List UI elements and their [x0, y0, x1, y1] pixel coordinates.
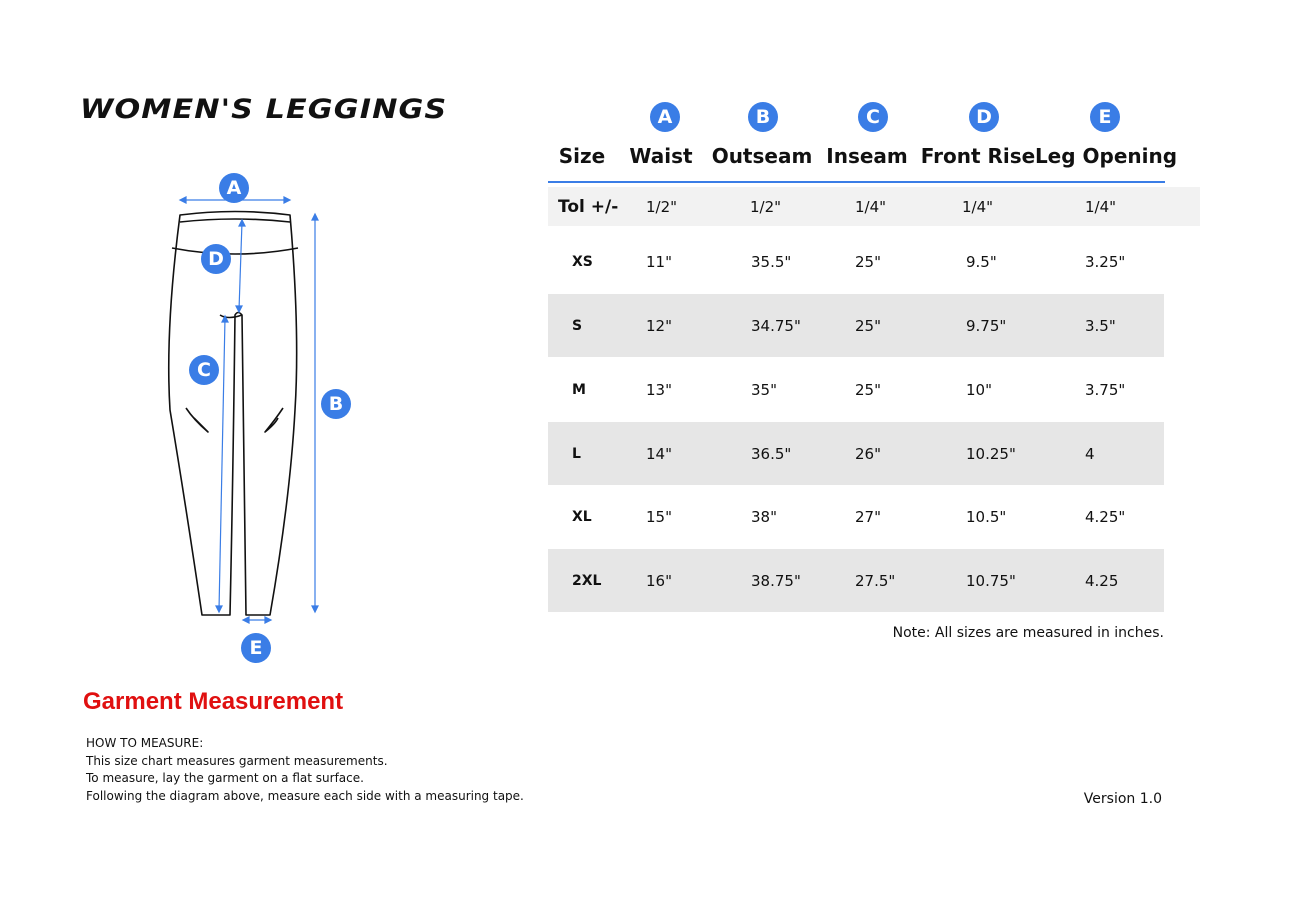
- value-cell: 9.75": [966, 316, 1007, 335]
- value-cell: 1/4": [1085, 197, 1117, 216]
- table-row: [548, 485, 1164, 548]
- value-cell: 14": [646, 444, 672, 463]
- front-rise-badge-icon: D: [969, 102, 999, 132]
- value-cell: 35": [751, 380, 777, 399]
- size-cell: Tol +/-: [558, 196, 619, 217]
- badge-c-icon: C: [189, 355, 219, 385]
- value-cell: 1/2": [646, 197, 678, 216]
- header-divider: [548, 181, 1165, 183]
- table-row: [548, 358, 1164, 421]
- header-inseam: Inseam: [826, 144, 908, 168]
- waist-badge-icon: A: [650, 102, 680, 132]
- value-cell: 38.75": [751, 571, 801, 590]
- size-cell: 2XL: [572, 572, 602, 589]
- size-cell: XS: [572, 253, 593, 270]
- value-cell: 4: [1085, 444, 1095, 463]
- table-row: [548, 422, 1164, 485]
- size-cell: XL: [572, 508, 592, 525]
- value-cell: 10.75": [966, 571, 1016, 590]
- value-cell: 25": [855, 316, 881, 335]
- page-title: WOMEN'S LEGGINGS: [80, 94, 448, 125]
- leggings-diagram: [150, 170, 360, 670]
- value-cell: 25": [855, 380, 881, 399]
- value-cell: 13": [646, 380, 672, 399]
- outseam-badge-icon: B: [748, 102, 778, 132]
- header-outseam: Outseam: [711, 144, 813, 168]
- value-cell: 3.5": [1085, 316, 1116, 335]
- value-cell: 34.75": [751, 316, 801, 335]
- value-cell: 25": [855, 252, 881, 271]
- inseam-badge-icon: C: [858, 102, 888, 132]
- value-cell: 10": [966, 380, 992, 399]
- inches-note: Note: All sizes are measured in inches.: [892, 625, 1164, 641]
- table-row-tolerance: [548, 187, 1200, 226]
- value-cell: 26": [855, 444, 881, 463]
- value-cell: 16": [646, 571, 672, 590]
- size-cell: S: [572, 317, 583, 334]
- value-cell: 27": [855, 507, 881, 526]
- value-cell: 10.25": [966, 444, 1016, 463]
- how-to-measure: [86, 735, 524, 805]
- howto-line: This size chart measures garment measurements.: [86, 753, 388, 768]
- value-cell: 1/4": [962, 197, 994, 216]
- value-cell: 27.5": [855, 571, 896, 590]
- value-cell: 38": [751, 507, 777, 526]
- table-row: [548, 230, 1164, 293]
- leg-opening-badge-icon: E: [1090, 102, 1120, 132]
- table-header-badges: [0, 102, 1300, 134]
- value-cell: 35.5": [751, 252, 792, 271]
- header-size: Size: [558, 144, 606, 168]
- table-row: [548, 294, 1164, 357]
- value-cell: 4.25": [1085, 507, 1126, 526]
- header-waist: Waist: [629, 144, 693, 168]
- howto-line: Following the diagram above, measure each side with a measuring tape.: [86, 788, 524, 803]
- value-cell: 4.25: [1085, 571, 1119, 590]
- value-cell: 15": [646, 507, 672, 526]
- howto-line: HOW TO MEASURE:: [86, 736, 204, 750]
- version-label: Version 1.0: [1083, 791, 1162, 807]
- table-row: [548, 549, 1164, 612]
- value-cell: 36.5": [751, 444, 792, 463]
- value-cell: 1/2": [750, 197, 782, 216]
- value-cell: 9.5": [966, 252, 997, 271]
- value-cell: 12": [646, 316, 672, 335]
- badge-b-icon: B: [321, 389, 351, 419]
- value-cell: 10.5": [966, 507, 1007, 526]
- header-front-rise: Front Rise: [920, 144, 1036, 168]
- size-cell: L: [572, 445, 581, 462]
- howto-line: To measure, lay the garment on a flat surface.: [86, 771, 364, 785]
- leggings-outline-icon: [150, 170, 360, 670]
- badge-a-icon: A: [219, 173, 249, 203]
- value-cell: 1/4": [855, 197, 887, 216]
- size-cell: M: [572, 381, 586, 398]
- header-leg-opening: Leg Opening: [1034, 144, 1178, 168]
- garment-measurement-heading: Garment Measurement: [83, 688, 344, 715]
- value-cell: 3.75": [1085, 380, 1126, 399]
- badge-d-icon: D: [201, 244, 231, 274]
- value-cell: 11": [646, 252, 672, 271]
- badge-e-icon: E: [241, 633, 271, 663]
- table-header-row: [0, 144, 1300, 174]
- value-cell: 3.25": [1085, 252, 1126, 271]
